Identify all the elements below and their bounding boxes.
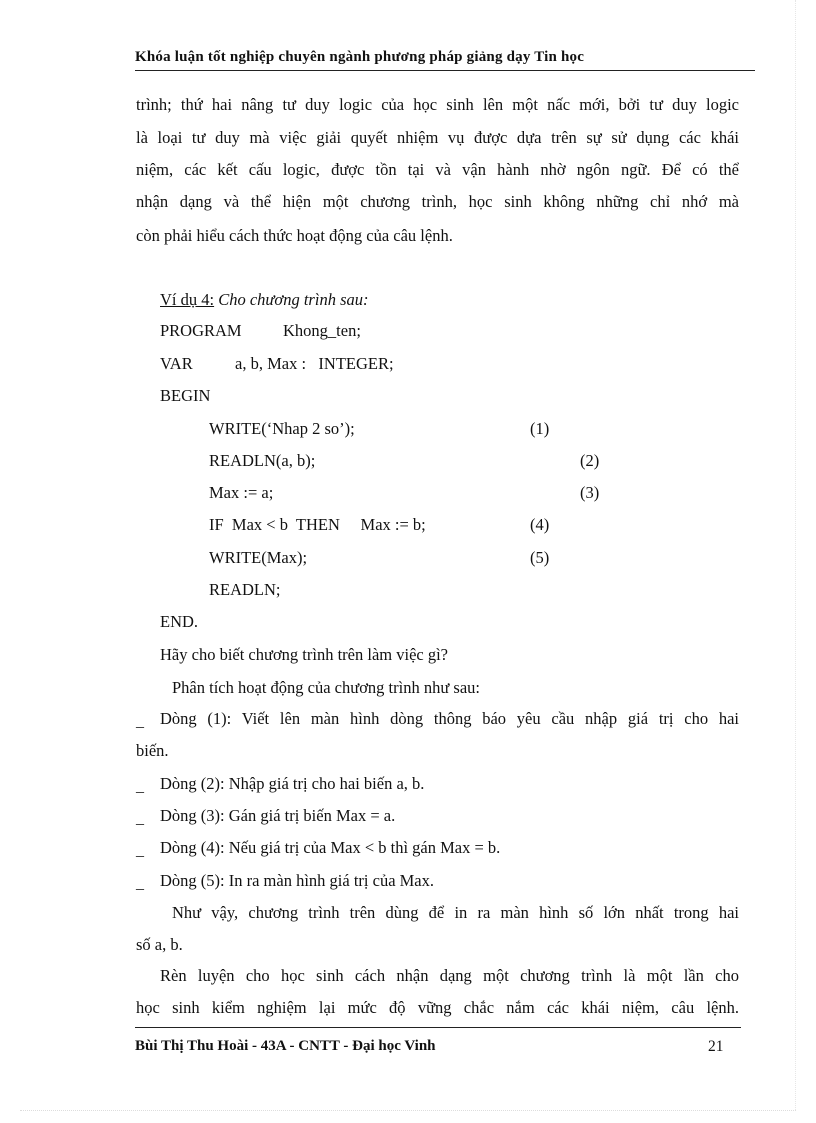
footer-author: Bùi Thị Thu Hoài - 43A - CNTT - Đại học Vinh	[135, 1038, 436, 1054]
bullet-marker: _	[136, 778, 144, 795]
paragraph-line: niệm, các kết cấu logic, được tồn tại và vận hành nhờ ngôn ngữ. Để có thể	[136, 160, 739, 179]
code-statement-number: (3)	[580, 483, 600, 502]
code-begin: BEGIN	[160, 386, 211, 405]
bullet-item: Dòng (1): Viết lên màn hình dòng thông báo yêu cầu nhập giá trị cho hai	[160, 709, 739, 728]
page-number: 21	[708, 1038, 724, 1055]
page-edge-dotted-line	[20, 1110, 796, 1111]
code-statement-number: (5)	[530, 548, 550, 567]
code-statement: READLN;	[209, 580, 281, 599]
bullet-marker: _	[136, 810, 144, 827]
bullet-marker: _	[136, 842, 144, 859]
analysis-intro: Phân tích hoạt động của chương trình như sau:	[172, 678, 480, 697]
bullet-item: Dòng (2): Nhập giá trị cho hai biến a, b.	[160, 774, 425, 793]
code-var-declaration: a, b, Max : INTEGER;	[235, 354, 394, 373]
bullet-item: Dòng (5): In ra màn hình giá trị của Max.	[160, 871, 435, 890]
paragraph-line: học sinh kiểm nghiệm lại mức độ vững chắc nắm các khái niệm, câu lệnh.	[136, 998, 739, 1017]
code-statement-number: (1)	[530, 419, 550, 438]
header-title: Khóa luận tốt nghiệp chuyên ngành phương pháp giảng dạy Tin học	[135, 49, 585, 65]
code-statement: WRITE(‘Nhap 2 so’);	[209, 419, 355, 438]
code-statement-number: (4)	[530, 515, 550, 534]
code-statement: Max := a;	[209, 483, 274, 502]
code-statement: WRITE(Max);	[209, 548, 308, 567]
page-header	[135, 48, 755, 71]
paragraph-line: là loại tư duy mà việc giải quyết nhiệm vụ được dựa trên sự sử dụng các khái	[136, 128, 739, 147]
question-text: Hãy cho biết chương trình trên làm việc gì?	[160, 645, 448, 664]
paragraph-line: nhận dạng và thể hiện một chương trình, học sinh không những chỉ nhớ mà	[136, 192, 739, 211]
conclusion-line: Như vậy, chương trình trên dùng để in ra màn hình số lớn nhất trong hai	[172, 903, 739, 922]
code-end: END.	[160, 612, 199, 631]
paragraph-line: trình; thứ hai nâng tư duy logic của học sinh lên một nấc mới, bởi tư duy logic	[136, 95, 739, 114]
paragraph-line: Rèn luyện cho học sinh cách nhận dạng một chương trình là một lần cho	[160, 966, 739, 985]
code-program-name: Khong_ten;	[283, 321, 361, 340]
example-label: Ví dụ 4:	[160, 290, 215, 309]
code-statement-number: (2)	[580, 451, 600, 470]
page-edge-dotted-column	[795, 0, 796, 1110]
conclusion-line: số a, b.	[136, 935, 183, 954]
code-statement: READLN(a, b);	[209, 451, 316, 470]
footer-rule	[135, 1027, 741, 1028]
code-program-keyword: PROGRAM	[160, 321, 242, 340]
code-var-keyword: VAR	[160, 354, 193, 373]
bullet-item: Dòng (4): Nếu giá trị của Max < b thì gán Max = b.	[160, 838, 501, 857]
code-statement: IF Max < b THEN Max := b;	[209, 515, 426, 534]
bullet-item: Dòng (3): Gán giá trị biến Max = a.	[160, 806, 396, 825]
example-heading	[160, 290, 368, 310]
bullet-marker: _	[136, 713, 144, 730]
bullet-item-continuation: biến.	[136, 741, 169, 760]
example-caption: Cho chương trình sau:	[218, 290, 369, 309]
paragraph-line: còn phải hiểu cách thức hoạt động của câu lệnh.	[136, 226, 453, 245]
bullet-marker: _	[136, 875, 144, 892]
